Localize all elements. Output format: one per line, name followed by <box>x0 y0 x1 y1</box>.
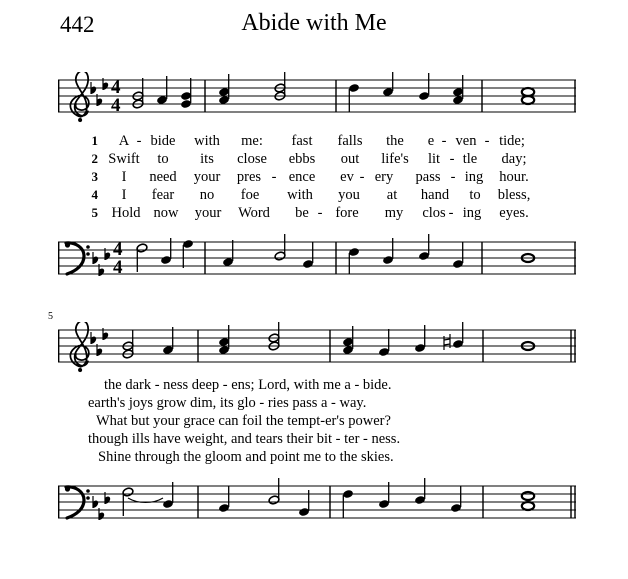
lyric-syllable: ebbs <box>288 151 316 167</box>
lyric-syllable: to <box>469 187 481 203</box>
lyric-syllable: to <box>157 151 169 167</box>
measure-number-5: 5 <box>48 311 53 322</box>
lyric-syllable: with <box>287 187 313 203</box>
lyric-line-1 <box>62 376 562 394</box>
lyric-syllable: hour. <box>499 169 529 185</box>
lyric-text: What but your grace can foil the tempt-er's power? <box>96 413 391 429</box>
lyric-syllable: - <box>359 169 365 185</box>
lyric-syllable: I <box>121 169 127 185</box>
lyric-syllable: pass <box>415 169 441 185</box>
lyric-syllable: with <box>194 133 220 149</box>
lyric-syllable: tide; <box>499 133 525 149</box>
lyric-syllable: your <box>193 169 221 185</box>
lyric-syllable: ing <box>464 169 484 185</box>
lyric-syllable: lit <box>427 151 441 167</box>
lyric-syllable: ery <box>374 169 394 185</box>
lyric-line-3 <box>62 168 562 186</box>
lyric-syllable: be <box>295 205 309 221</box>
lyric-syllable: hand <box>420 187 450 203</box>
lyric-syllable: - <box>449 151 455 167</box>
lyric-line-2 <box>62 150 562 168</box>
lyric-line-3 <box>62 412 562 430</box>
lyric-syllable: - <box>317 205 323 221</box>
lyric-syllable: fore <box>335 205 359 221</box>
lyric-syllable: no <box>199 187 215 203</box>
lyric-syllable: need <box>149 169 177 185</box>
lyric-syllable: me: <box>241 133 263 149</box>
verse-number: 4 <box>91 187 98 202</box>
system-1-treble-staff <box>58 72 578 134</box>
lyric-syllable: close <box>237 151 267 167</box>
svg-text:4: 4 <box>113 257 123 278</box>
lyric-syllable: foe <box>240 187 260 203</box>
lyric-line-5 <box>62 204 562 222</box>
lyric-line-5 <box>62 448 562 466</box>
lyric-text: Shine through the gloom and point me to the skies. <box>98 449 394 465</box>
lyric-syllable: Word <box>238 205 270 221</box>
lyric-syllable: - <box>136 133 142 149</box>
lyric-syllable: ev <box>340 169 354 185</box>
lyric-syllable: day; <box>501 151 527 167</box>
lyric-syllable: - <box>484 133 490 149</box>
lyric-syllable: its <box>200 151 214 167</box>
lyric-syllable: now <box>153 205 179 221</box>
lyric-text: earth's joys grow dim, its glo - ries pass a - way. <box>88 395 367 411</box>
page-title: Abide with Me <box>241 10 387 36</box>
lyric-line-1 <box>62 132 562 150</box>
lyrics-stanza-a <box>62 132 562 222</box>
lyric-syllable: ven <box>455 133 477 149</box>
lyric-line-4 <box>62 430 562 448</box>
lyric-syllable: A <box>118 133 130 149</box>
svg-text:4: 4 <box>111 95 121 116</box>
lyric-syllable: fear <box>151 187 175 203</box>
lyrics-stanza-b <box>62 376 562 466</box>
lyric-line-4 <box>62 186 562 204</box>
lyric-syllable: out <box>340 151 360 167</box>
system-1-bass-staff <box>58 234 578 290</box>
lyric-syllable: - <box>448 205 454 221</box>
lyric-syllable: your <box>194 205 222 221</box>
system-2-bass-staff <box>58 478 578 534</box>
lyric-syllable: fast <box>291 133 313 149</box>
lyric-syllable: - <box>441 133 447 149</box>
lyric-syllable: Swift <box>108 151 140 167</box>
svg-text:4: 4 <box>111 77 121 98</box>
lyric-syllable: clos <box>422 205 446 221</box>
lyric-syllable: ence <box>288 169 316 185</box>
lyric-syllable: tle <box>462 151 478 167</box>
lyric-syllable: the <box>386 133 404 149</box>
lyric-syllable: I <box>121 187 127 203</box>
lyric-syllable: my <box>384 205 404 221</box>
lyric-syllable: at <box>386 187 398 203</box>
verse-number: 5 <box>91 205 98 220</box>
lyric-syllable: bless, <box>497 187 531 203</box>
lyric-syllable: - <box>271 169 277 185</box>
svg-text:4: 4 <box>113 239 123 260</box>
lyric-syllable: ing <box>462 205 482 221</box>
lyric-line-2 <box>62 394 562 412</box>
lyric-syllable: falls <box>337 133 363 149</box>
lyric-text: though ills have weight, and tears their bit - ter - ness. <box>88 431 401 447</box>
lyric-syllable: life's <box>381 151 409 167</box>
verse-number: 2 <box>91 151 98 166</box>
lyric-syllable: - <box>450 169 456 185</box>
lyric-syllable: pres <box>236 169 262 185</box>
lyric-text: the dark - ness deep - ens; Lord, with me a - bide. <box>104 377 392 393</box>
hymn-number: 442 <box>60 12 95 37</box>
verse-number: 3 <box>91 169 98 184</box>
lyric-syllable: e <box>427 133 435 149</box>
lyric-syllable: Hold <box>111 205 141 221</box>
lyric-syllable: bide <box>150 133 176 149</box>
verse-number: 1 <box>91 133 98 148</box>
lyric-syllable: eyes. <box>499 205 529 221</box>
system-2-treble-staff <box>58 322 578 382</box>
lyric-syllable: you <box>338 187 360 203</box>
